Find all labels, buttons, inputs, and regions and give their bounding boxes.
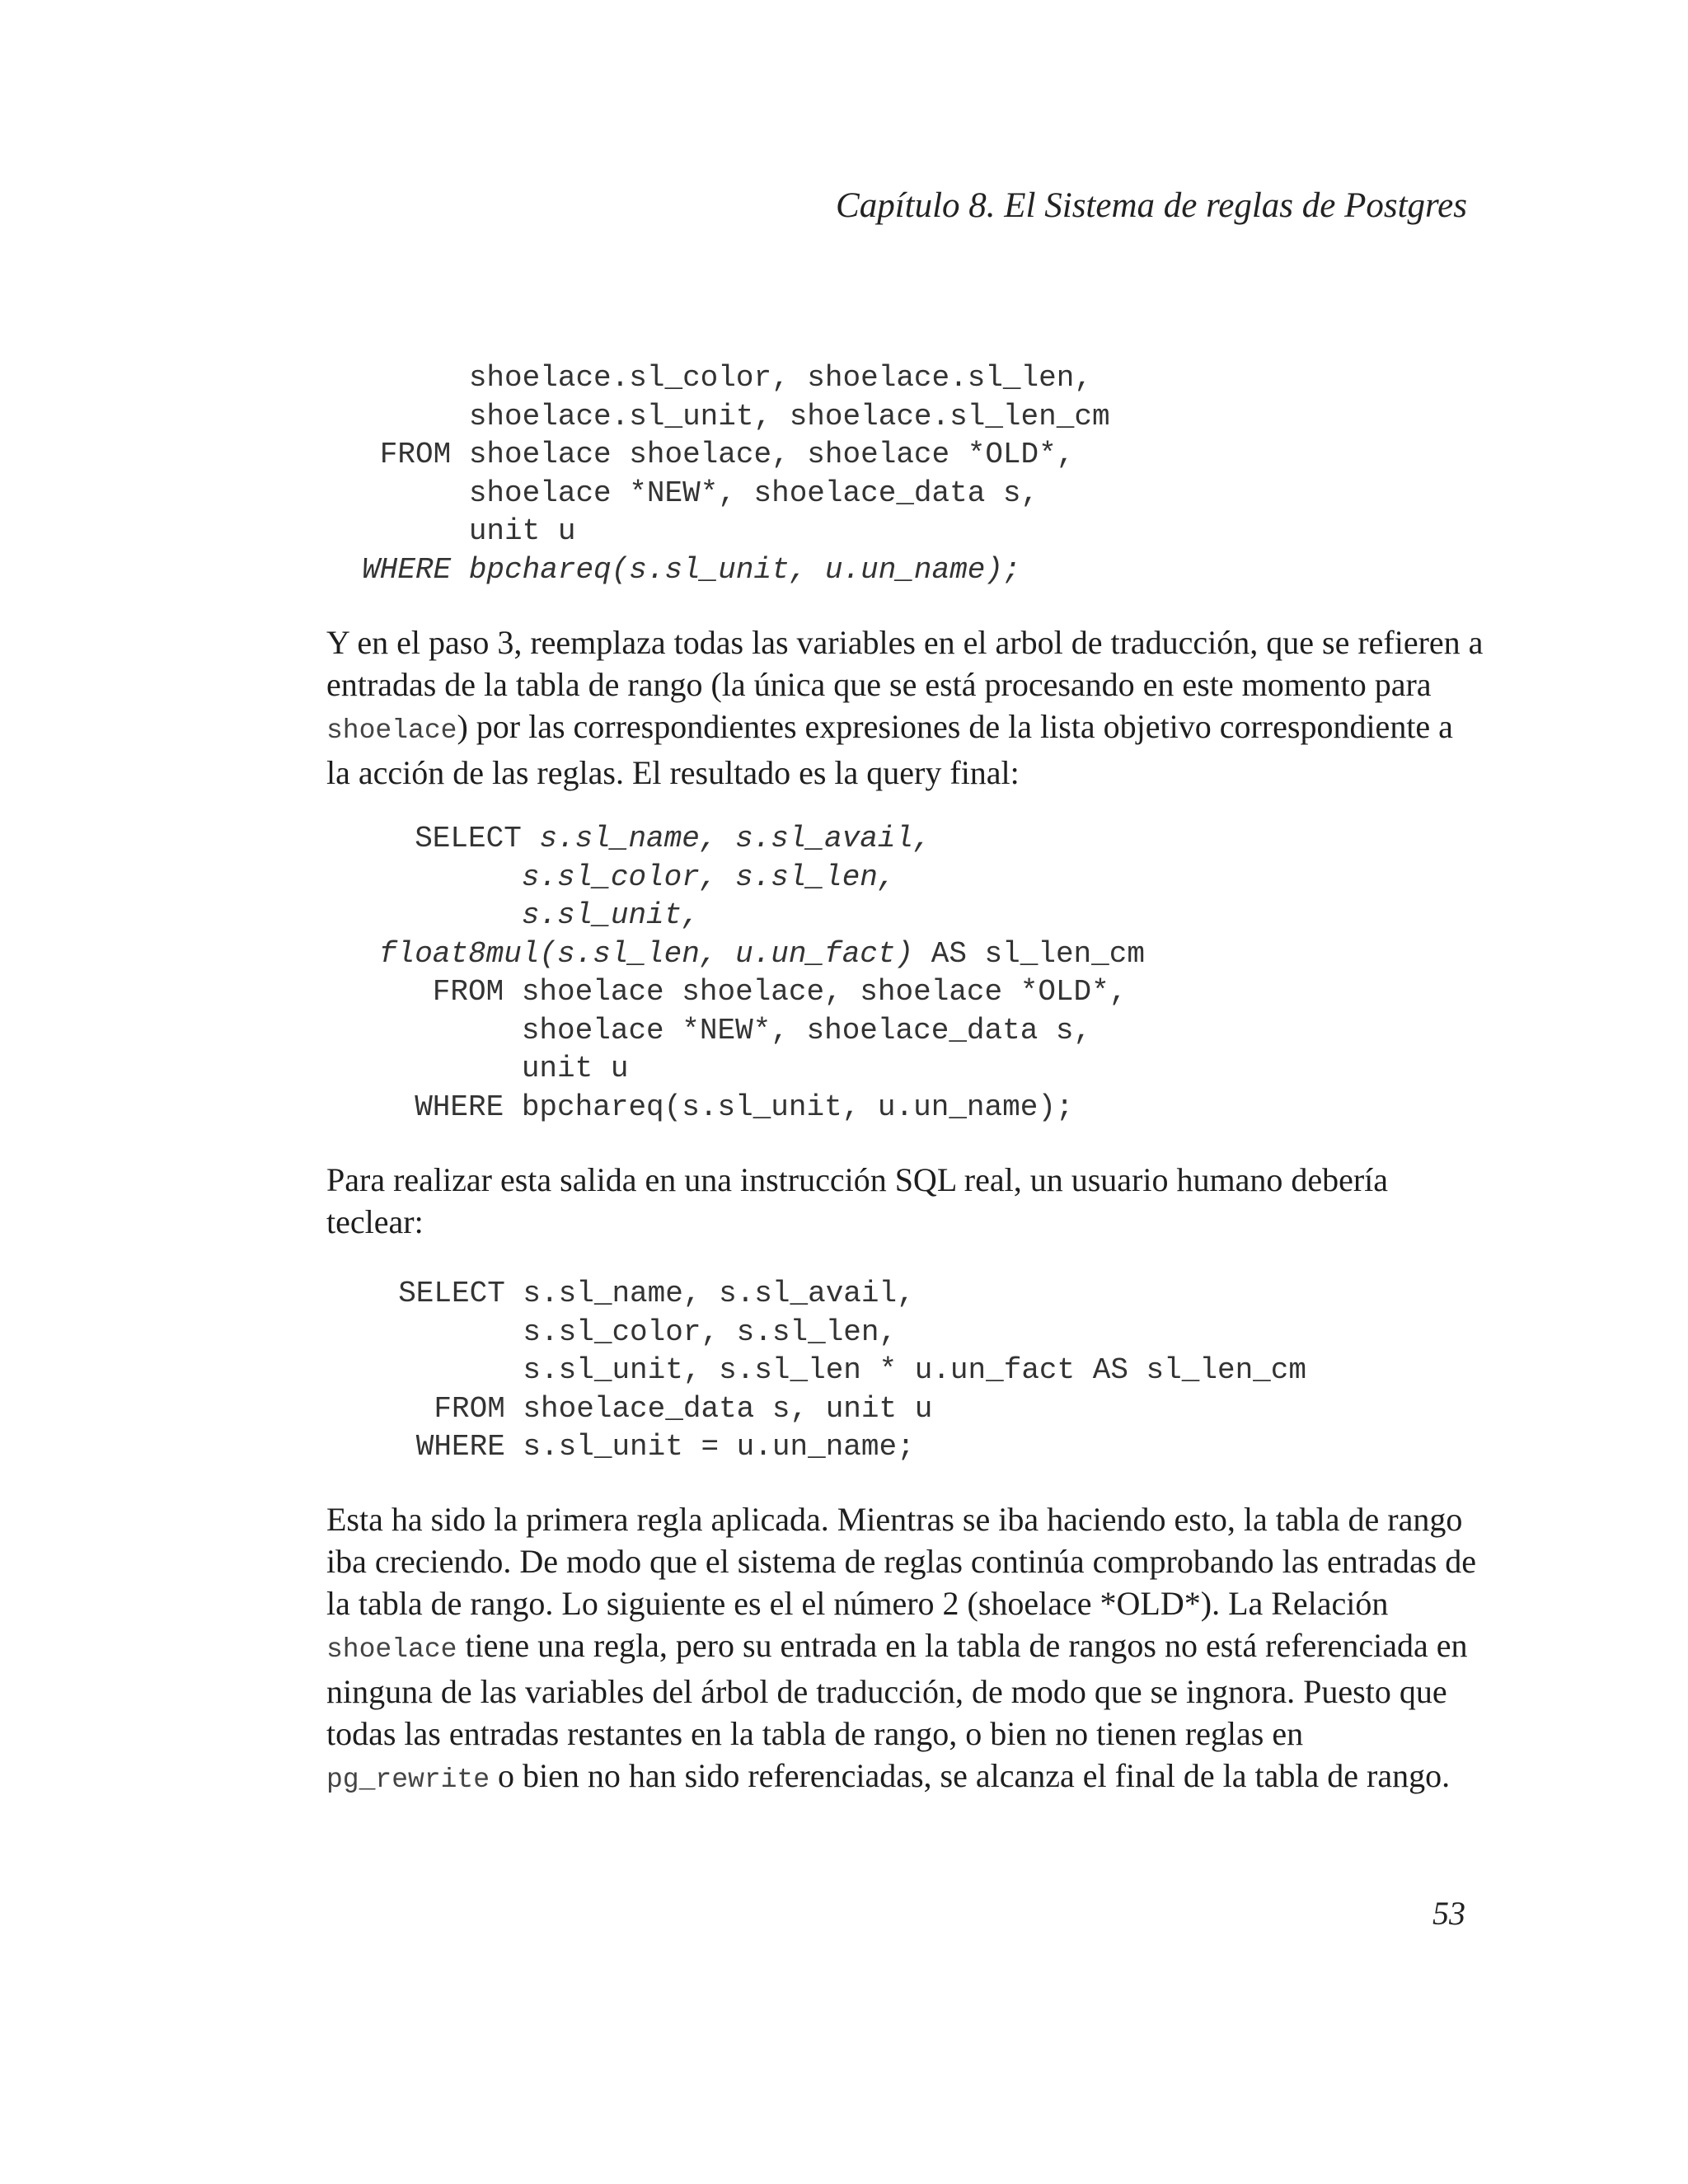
code-italic-text: s.sl_name, s.sl_avail,: [539, 822, 931, 855]
code-line: [379, 859, 1145, 898]
code-line: unit u: [379, 1052, 629, 1085]
code-italic-text: s.sl_unit,: [379, 898, 700, 932]
code-italic-text: s.sl_color, s.sl_len,: [379, 860, 896, 894]
paragraph-3: [326, 1498, 1477, 1801]
code-line: shoelace *NEW*, shoelace_data s,: [326, 476, 1039, 510]
code-line: shoelace.sl_color, shoelace.sl_len,: [326, 361, 1092, 395]
code-line: [326, 551, 1110, 590]
text-line: entradas de la tabla de rango (la única que se está procesando en este momento para: [326, 666, 1432, 703]
code-line: SELECT s.sl_name, s.sl_avail,: [363, 1277, 915, 1310]
code-text: shoelace shoelace, shoelace *OLD*,: [468, 438, 1075, 471]
inline-code: pg_rewrite: [326, 1765, 490, 1795]
code-block-2: [379, 820, 1145, 1127]
code-block-1: [326, 359, 1110, 589]
text-line: [326, 705, 1472, 752]
paragraph-1: [326, 621, 1484, 794]
text-line: ninguna de las variables del árbol de traducción, de modo que se ingnora. Puesto que: [326, 1673, 1447, 1710]
text-line: iba creciendo. De modo que el sistema de reglas continúa comprobando las entradas de: [326, 1543, 1477, 1580]
text-line: Para realizar esta salida en una instrucción SQL real, un usuario humano debería: [326, 1161, 1389, 1198]
text-fragment: tiene una regla, pero su entrada en la tabla de rangos no está referenciada en: [457, 1627, 1468, 1664]
code-keyword: SELECT: [379, 822, 540, 855]
inline-code: shoelace: [326, 715, 457, 746]
page-number: 53: [1432, 1895, 1465, 1932]
code-line: [379, 820, 1145, 859]
chapter-header: Capítulo 8. El Sistema de reglas de Postgres: [836, 186, 1467, 225]
code-line: [379, 935, 1145, 974]
text-line: Esta ha sido la primera regla aplicada. Mientras se iba haciendo esto, la tabla de rango: [326, 1501, 1463, 1538]
code-line: s.sl_unit, s.sl_len * u.un_fact AS sl_len_cm: [363, 1353, 1306, 1387]
inline-code: shoelace: [326, 1634, 457, 1665]
code-line: [326, 436, 1110, 475]
text-line: Y en el paso 3, reemplaza todas las variables en el arbol de traducción, que se refieren a: [326, 624, 1484, 661]
text-fragment: ) por las correspondientes expresiones de la lista objetivo correspondiente a: [457, 708, 1453, 745]
code-line: [379, 897, 1145, 935]
paragraph-2: [326, 1159, 1472, 1243]
code-line: FROM shoelace shoelace, shoelace *OLD*,: [379, 975, 1128, 1009]
text-line: [326, 1624, 1472, 1671]
text-line: todas las entradas restantes en la tabla de rango, o bien no tienen reglas en: [326, 1715, 1304, 1752]
code-line: WHERE s.sl_unit = u.un_name;: [363, 1430, 915, 1464]
text-line: [326, 1755, 1472, 1801]
code-line: FROM shoelace_data s, unit u: [363, 1391, 933, 1426]
text-line: la acción de las reglas. El resultado es la query final:: [326, 754, 1020, 791]
code-line: shoelace.sl_unit, shoelace.sl_len_cm: [326, 399, 1110, 434]
code-line: shoelace *NEW*, shoelace_data s,: [379, 1013, 1092, 1047]
code-line: unit u: [326, 514, 576, 548]
code-line: WHERE bpchareq(s.sl_unit, u.un_name);: [379, 1090, 1074, 1124]
code-keyword: FROM: [326, 438, 469, 471]
code-block-3: [363, 1275, 1306, 1467]
text-line: la tabla de rango. Lo siguiente es el el número 2 (shoelace *OLD*). La Relación: [326, 1585, 1389, 1622]
code-italic-text: float8mul(s.sl_len, u.un_fact): [379, 936, 914, 971]
code-line: s.sl_color, s.sl_len,: [363, 1315, 898, 1349]
text-line: teclear:: [326, 1203, 424, 1240]
code-italic-text: WHERE bpchareq(s.sl_unit, u.un_name);: [326, 552, 1021, 587]
code-text: AS sl_len_cm: [913, 936, 1145, 971]
text-fragment: o bien no han sido referenciadas, se alcanza el final de la tabla de rango.: [490, 1757, 1451, 1794]
